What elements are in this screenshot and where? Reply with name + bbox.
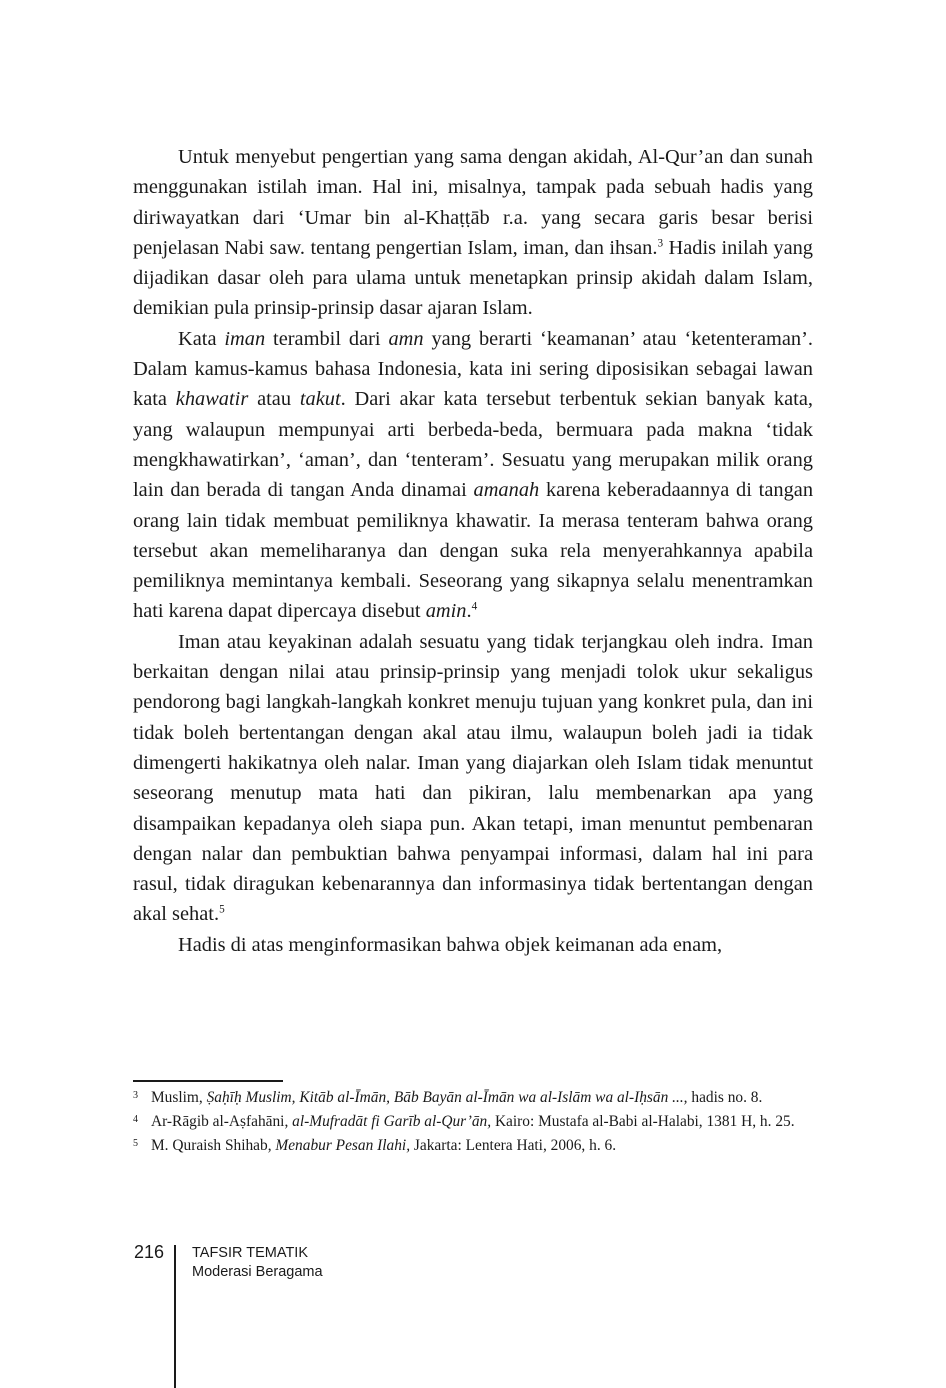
book-subtitle: Moderasi Beragama — [192, 1264, 323, 1280]
footnote-3 — [133, 1088, 813, 1108]
text-run: M. Quraish Shihab, — [151, 1137, 276, 1154]
footnote-ref: 3 — [657, 237, 664, 250]
italic-term: Menabur Pesan Ilahi, — [275, 1137, 411, 1154]
text-run: atau — [248, 388, 300, 411]
italic-term: Ṣaḥīḥ Muslim, Kitāb al-Īmān, Bāb Bayān al-Īmān wa al-Islām wa al-Iḥsān ..., — [206, 1089, 688, 1106]
text-run: Hadis inilah yang dijadikan dasar oleh para ulama untuk menetapkan prinsip akidah dalam Islam, demikian pula prinsip-prinsip dasar ajaran Islam. — [133, 236, 814, 320]
italic-term: amn — [388, 327, 424, 350]
text-run: Kata — [178, 327, 225, 350]
italic-term: khawatir — [175, 388, 249, 411]
text-run: hadis no. 8. — [687, 1089, 763, 1106]
text-run: Kairo: Mustafa al-Babi al-Halabi, 1381 H, h. 25. — [491, 1113, 795, 1130]
text-run: Muslim, — [151, 1089, 207, 1106]
footnote-number: 4 — [133, 1114, 138, 1125]
paragraph-4 — [133, 930, 813, 960]
footnotes — [133, 1088, 813, 1160]
text-run: Jakarta: Lentera Hati, 2006, h. 6. — [410, 1137, 617, 1154]
footnote-separator — [133, 1080, 283, 1082]
book-title: TAFSIR TEMATIK — [192, 1245, 309, 1261]
footnote-4 — [133, 1112, 813, 1132]
text-run: yang berarti ‘keamanan’ atau ‘ketenteraman’. Dalam kamus-kamus bahasa Indonesia, kata ini sering diposisikan sebagai lawan kata — [133, 327, 813, 411]
body-text — [133, 142, 813, 960]
footnote-text — [151, 1089, 762, 1106]
footer-divider — [174, 1245, 176, 1388]
footnote-ref: 5 — [219, 904, 225, 917]
text-run: Untuk menyebut pengertian yang sama dengan akidah, Al-Qur’an dan sunah menggunakan istilah iman. Hal ini, misalnya, tampak pada sebuah hadis yang diriwayatkan dari ‘Umar bin al-Khaṭṭāb r.a. yang secara garis besar berisi penjelasan Nabi saw. tentang pengertian Islam, iman, dan ihsan. — [133, 146, 813, 259]
text-run: terambil dari — [265, 327, 389, 350]
text-run: karena keberadaannya di tangan orang lain tidak membuat pemiliknya khawatir. Ia merasa tenteram bahwa orang tersebut akan memeliharanya dan dengan suka rela menyerahkannya apabila pemiliknya memintanya kembali. Seseorang yang sikapnya selalu menentramkan hati karena dapat dipercaya disebut — [133, 479, 814, 623]
text-run: . — [466, 600, 472, 623]
page-number: 216 — [134, 1242, 165, 1262]
running-footer — [192, 1244, 323, 1282]
footnote-5 — [133, 1136, 813, 1156]
footnote-number: 5 — [133, 1138, 138, 1149]
paragraph-3 — [133, 627, 813, 930]
footnote-number: 3 — [133, 1090, 138, 1101]
italic-term: al-Mufradāt fi Garīb al-Qur’ān, — [292, 1113, 492, 1130]
text-run: Hadis di atas menginformasikan bahwa objek keimanan ada enam, — [178, 933, 723, 956]
paragraph-2 — [133, 324, 813, 627]
footnote-ref: 4 — [471, 601, 478, 614]
footnote-text — [151, 1113, 795, 1130]
italic-term: takut — [299, 388, 341, 411]
text-run: . Dari akar kata tersebut terbentuk sekian banyak kata, yang walaupun mempunyai arti berbeda-beda, bermuara pada makna ‘tidak mengkhawatirkan’, ‘aman’, dan ‘tenteram’. Sesuatu yang merupakan milik orang lain dan berada di tangan Anda dinamai — [133, 388, 813, 502]
text-run: Ar-Rāgib al-Aṣfahāni, — [151, 1113, 293, 1130]
italic-term: iman — [224, 327, 266, 350]
text-run: Iman atau keyakinan adalah sesuatu yang tidak terjangkau oleh indra. Iman berkaitan dengan nilai atau prinsip-prinsip yang menjadi tolok ukur sekaligus pendorong bagi langkah-langkah konkret menuju tujuan yang konkret pula, dan ini tidak boleh bertentangan dengan akal atau ilmu, walaupun boleh jadi ia tidak dimengerti hakikatnya oleh nalar. Iman yang diajarkan oleh Islam tidak menuntut seseorang menutup mata hati dan pikiran, lalu membenarkan apa yang disampaikan kepadanya oleh siapa pun. Akan tetapi, iman menuntut pembenaran dengan nalar dan pembuktian bahwa penyampai informasi, dalam hal ini para rasul, tidak diragukan kebenarannya dan informasinya tidak bertentangan dengan akal sehat. — [133, 630, 813, 926]
italic-term: amanah — [473, 479, 540, 502]
italic-term: amin — [425, 600, 467, 623]
paragraph-1 — [133, 142, 813, 324]
footnote-text — [151, 1137, 616, 1154]
